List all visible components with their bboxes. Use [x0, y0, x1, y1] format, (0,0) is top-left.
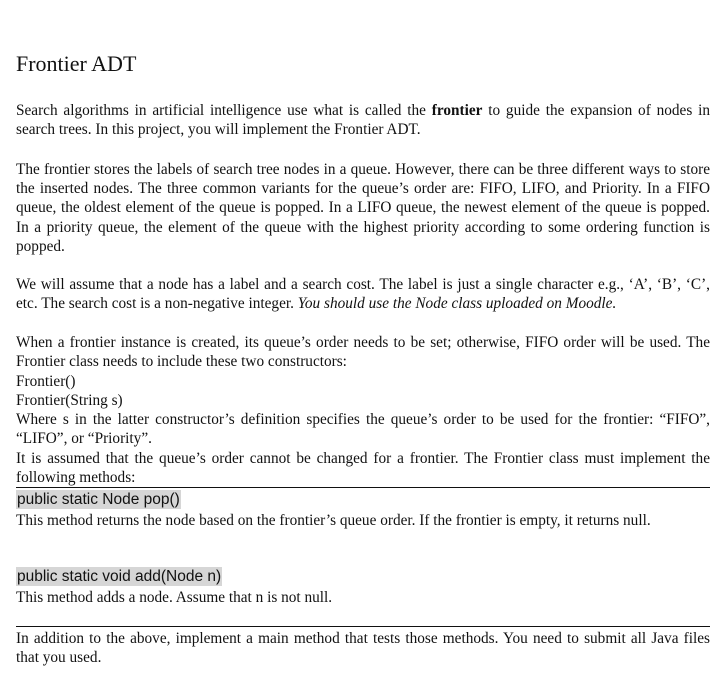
node-class-note: You should use the Node class uploaded on Moodle.	[297, 295, 617, 313]
method-description-pop: This method returns the node based on the frontier’s queue order. If the frontier is empty, it returns null.	[16, 512, 651, 529]
node-assumption-text: We will assume that a node has a label and a search cost. The label is just a single character e.g., ‘A’, ‘B’, ‘C’, etc. The search cost is a non-negative integer.	[16, 276, 710, 313]
section-divider-bottom	[16, 626, 710, 627]
intro-text-after: to guide the expansion of nodes in search trees. In this project, you will implement the Frontier ADT.	[16, 102, 710, 139]
methods-intro-paragraph: It is assumed that the queue’s order cannot be changed for a frontier. The Frontier class must implement the following methods:	[16, 450, 710, 487]
method-description-add: This method adds a node. Assume that n is not null.	[16, 589, 333, 606]
closing-paragraph: In addition to the above, implement a main method that tests those methods. You need to submit all Java files that you used.	[16, 630, 710, 667]
constructor-intro-paragraph: When a frontier instance is created, its queue’s order needs to be set; otherwise, FIFO order will be used. The Frontier class needs to include these two constructors:	[16, 334, 710, 371]
constructor-explanation-paragraph: Where s in the latter constructor’s definition specifies the queue’s order to be used for the frontier: “FIFO”, “LIFO”, or “Priority”.	[16, 411, 710, 448]
intro-bold-term: frontier	[431, 102, 483, 119]
intro-text-before: Search algorithms in artificial intelligence use what is called the	[16, 102, 432, 119]
node-assumption-paragraph	[16, 275, 710, 313]
frontier-variants-paragraph: The frontier stores the labels of search tree nodes in a queue. However, there can be three different ways to store the inserted nodes. The three common variants for the queue’s order are: FIFO, LIFO, and Priority. In a FIFO queue, the oldest element of the queue is popped. In a LIFO queue, the newest element of the queue is popped. In a priority queue, the element of the queue with the highest priority according to some ordering function is popped.	[16, 161, 710, 255]
method-signature-add: public static void add(Node n)	[17, 568, 222, 585]
intro-paragraph	[16, 101, 710, 139]
page-title: Frontier ADT	[16, 51, 137, 76]
method-signature-pop: public static Node pop()	[17, 491, 180, 508]
section-divider-top	[16, 487, 710, 488]
constructor-default: Frontier()	[16, 373, 76, 390]
constructor-string: Frontier(String s)	[16, 392, 123, 409]
